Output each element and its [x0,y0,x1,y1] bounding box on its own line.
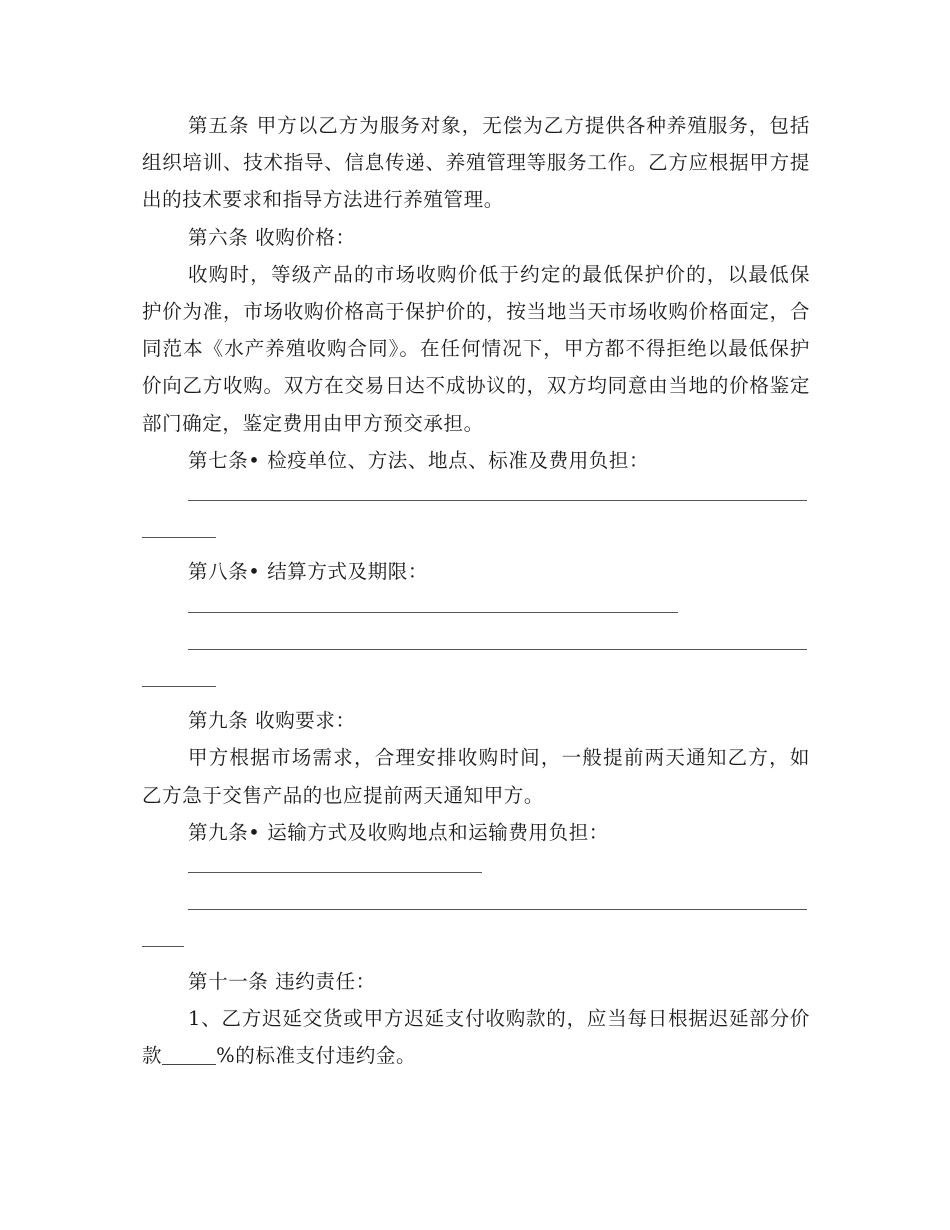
blank-rule [188,612,678,613]
article-8-fill-line-tail [142,665,810,702]
article-9b-fill-line-tail [142,925,810,962]
article-9b-heading: 第九条• 运输方式及收购地点和运输费用负担： [188,820,609,844]
article-9a-paragraph: 甲方根据市场需求，合理安排收购时间，一般提前两天通知乙方，如乙方急于交售产品的也应提前两天通知甲方。 [142,746,810,807]
blank-rule [188,872,482,873]
article-7-fill-line-tail [142,516,810,553]
article-11-heading: 第十一条 违约责任： [188,969,376,993]
article-6-paragraph: 收购时，等级产品的市场收购价低于约定的最低保护价的，以最低保护价为准，市场收购价格高于保护价的，按当地当天市场收购价格面定，合同范本《水产养殖收购合同》。在任何情况下，甲方都不得拒绝以最低保护价向乙方收购。双方在交易日达不成协议的，双方均同意由当地的价格鉴定部门确定，鉴定费用由甲方预交承担。 [142,262,810,435]
blank-rule [142,686,216,687]
article-7-heading: 第七条• 检疫单位、方法、地点、标准及费用负担： [188,448,650,472]
article-11-item-1-suffix: %的标准支付违约金。 [216,1043,417,1067]
blank-rule [188,500,807,501]
article-8-fill-line-1 [142,591,810,628]
article-6-heading: 第六条 收购价格： [188,225,356,249]
article-5-paragraph: 第五条 甲方以乙方为服务对象，无偿为乙方提供各种养殖服务，包括组织培训、技术指导、信息传递、养殖管理等服务工作。乙方应根据甲方提出的技术要求和指导方法进行养殖管理。 [142,114,810,212]
article-9b-fill-line-2 [142,888,810,925]
blank-rule [142,537,216,538]
article-7-fill-line [142,479,810,516]
blank-rule [142,946,184,947]
penalty-rate-blank [162,1044,216,1065]
blank-rule [188,649,807,650]
article-8-fill-line-2 [142,628,810,665]
article-11-item-1-text: 1、乙方迟延交货或甲方迟延支付收购款的，应当每日根据迟延部分价款 [142,1006,810,1067]
blank-rule [188,909,807,910]
contract-page [142,107,810,1074]
article-8-heading: 第八条• 结算方式及期限： [188,560,429,584]
article-9a-heading: 第九条 收购要求： [188,709,356,733]
article-11-item-1 [142,1000,810,1074]
article-9b-fill-line-1 [142,851,810,888]
